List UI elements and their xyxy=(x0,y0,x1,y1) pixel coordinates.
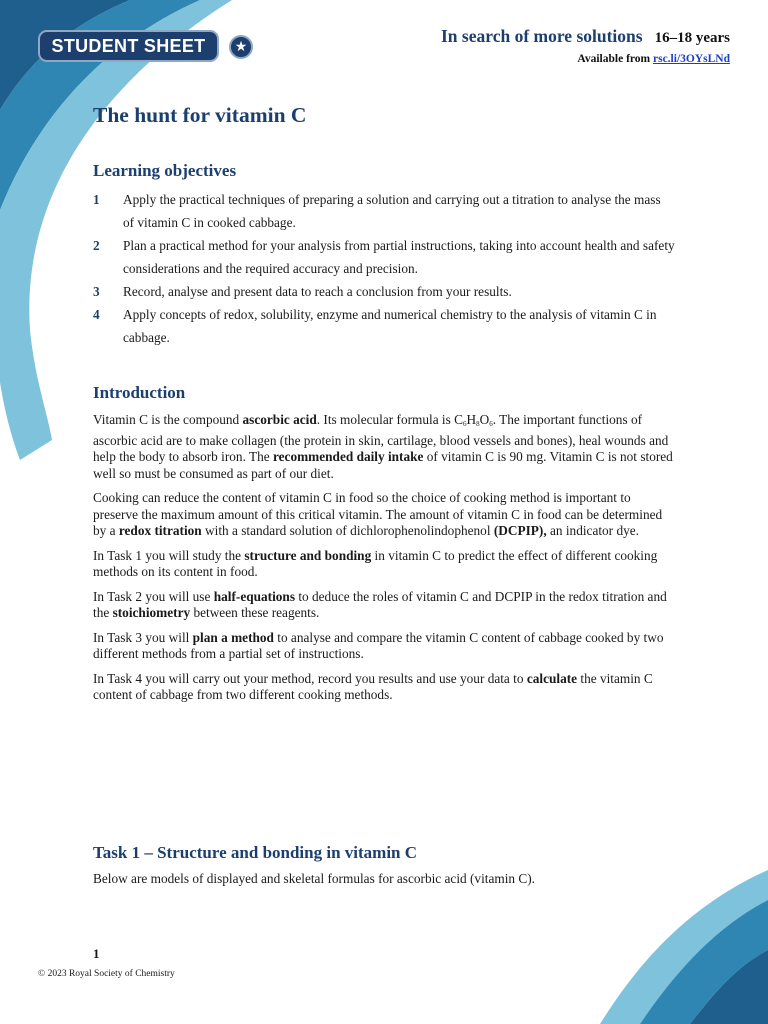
objectives-list xyxy=(93,188,675,349)
intro-paragraph-1 xyxy=(93,412,675,482)
objective-item xyxy=(93,188,675,234)
intro-paragraph-2 xyxy=(93,490,675,540)
text-run: Cooking can reduce the content of vitamin C in food so the choice of cooking method is important to preserve the maximum amount of this critical vitamin. The amount of vitamin C in food can be determined by a xyxy=(93,490,663,538)
page-number: 1 xyxy=(93,946,100,961)
bold-term: half-equations xyxy=(213,588,295,604)
bold-term: recommended daily intake xyxy=(272,449,424,464)
subscript: 6 xyxy=(463,420,467,428)
resource-link[interactable]: rsc.li/3OYsLNd xyxy=(653,53,730,65)
bold-term: plan a method xyxy=(192,629,274,645)
objective-text: Record, analyse and present data to reach a conclusion from your results. xyxy=(123,284,512,299)
text-run: the vitamin C content of cabbage from two different cooking methods. xyxy=(93,670,653,702)
header-info xyxy=(441,26,730,65)
page-title: The hunt for vitamin C xyxy=(93,103,307,127)
star-icon: ★ xyxy=(229,35,253,59)
objective-number: 4 xyxy=(93,307,100,322)
learning-objectives-heading: Learning objectives xyxy=(93,161,237,180)
text-run: . Its molecular formula is C xyxy=(316,412,463,427)
task1-heading: Task 1 – Structure and bonding in vitamin C xyxy=(93,843,418,862)
text-run: In Task 2 you will use xyxy=(93,588,214,604)
copyright: © 2023 Royal Society of Chemistry xyxy=(38,969,175,979)
age-range: 16–18 years xyxy=(654,30,730,46)
text-run: to analyse and compare the vitamin C content of cabbage cooked by two different methods from a partial set of instructions. xyxy=(93,629,664,661)
text-run: of vitamin C is 90 mg. Vitamin C is not stored well so must be consumed as part of our diet. xyxy=(93,449,673,481)
bold-term: redox titration xyxy=(118,523,202,538)
subscript: 8 xyxy=(476,420,480,428)
text-run: In Task 4 you will carry out your method, record you results and use your data to xyxy=(93,670,527,686)
intro-paragraph-5 xyxy=(93,630,675,663)
objective-item xyxy=(93,303,675,349)
subscript: 6 xyxy=(489,420,493,428)
bold-term: (DCPIP), xyxy=(493,523,547,538)
objective-number: 2 xyxy=(93,238,100,253)
task1-text: Below are models of displayed and skeletal formulas for ascorbic acid (vitamin C). xyxy=(93,871,535,886)
text-run: O xyxy=(479,412,490,427)
text-run: In Task 3 you will xyxy=(93,629,193,645)
intro-paragraph-6 xyxy=(93,671,675,704)
objective-text: Plan a practical method for your analysis from partial instructions, taking into account health and safety considerations and the required accuracy and precision. xyxy=(123,238,675,276)
bold-term: ascorbic acid xyxy=(242,412,317,427)
introduction-body xyxy=(93,412,675,712)
text-run: H xyxy=(466,412,477,427)
availability-line xyxy=(441,53,730,65)
available-prefix: Available from xyxy=(577,53,653,65)
objective-number: 1 xyxy=(93,192,100,207)
text-run: Vitamin C is the compound xyxy=(93,412,243,427)
objective-text: Apply concepts of redox, solubility, enzyme and numerical chemistry to the analysis of vitamin C in cabbage. xyxy=(123,307,657,345)
text-run: . The important functions of ascorbic acid are to make collagen (the protein in skin, cartilage, blood vessels and bones), heal wounds and help the body to absorb iron. The xyxy=(93,412,669,464)
bold-term: calculate xyxy=(526,670,578,686)
text-run: In Task 1 you will study the xyxy=(93,547,245,563)
intro-paragraph-4 xyxy=(93,589,675,622)
student-sheet-badge: STUDENT SHEET xyxy=(38,30,219,62)
objective-text: Apply the practical techniques of preparing a solution and carrying out a titration to analyse the mass of vitamin C in cooked cabbage. xyxy=(123,192,661,230)
text-run: with a standard solution of dichlorophenolindophenol xyxy=(201,523,494,538)
intro-paragraph-3 xyxy=(93,548,675,581)
text-run: to deduce the roles of vitamin C and DCPIP in the redox titration and the xyxy=(93,588,667,620)
bold-term: stoichiometry xyxy=(112,605,191,620)
bold-term: structure and bonding xyxy=(244,547,372,563)
objective-item xyxy=(93,234,675,280)
text-run: between these reagents. xyxy=(190,605,320,620)
objective-item xyxy=(93,280,675,303)
introduction-heading: Introduction xyxy=(93,383,186,402)
text-run: an indicator dye. xyxy=(546,523,639,538)
series-title: In search of more solutions xyxy=(441,26,643,46)
text-run: in vitamin C to predict the effect of different cooking methods on its content in food. xyxy=(93,547,658,579)
objective-number: 3 xyxy=(93,284,100,299)
